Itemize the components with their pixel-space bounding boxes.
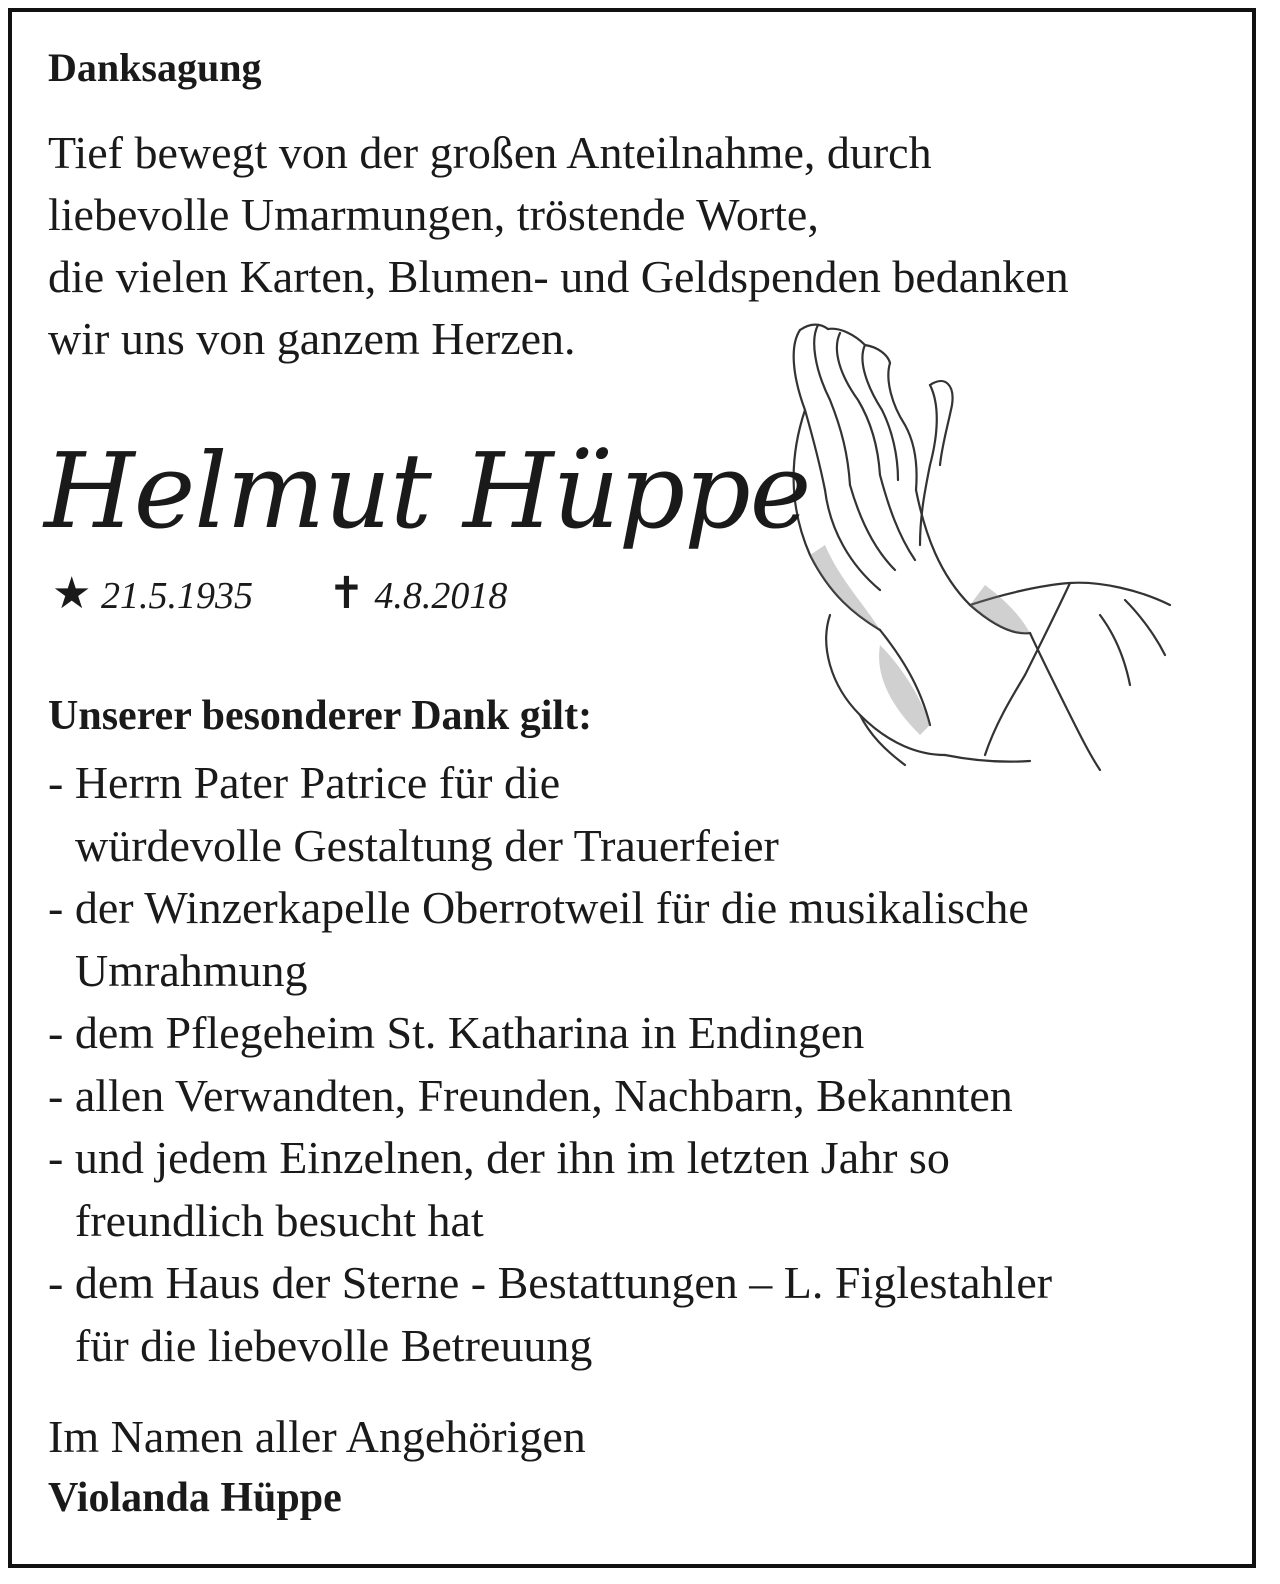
birth-star-icon: ★ [52, 569, 92, 618]
praying-hands-icon [770, 315, 1180, 785]
thanks-line: - der Winzerkapelle Oberrotweil für die musikalische [48, 882, 1029, 933]
intro-line: liebevolle Umarmungen, tröstende Worte, [48, 189, 819, 240]
life-dates [52, 568, 507, 619]
thanks-line: - dem Pflegeheim St. Katharina in Endingen [48, 1007, 865, 1058]
thanks-list [48, 752, 1052, 1377]
thanks-line: - und jedem Einzelnen, der ihn im letzten Jahr so [48, 1132, 950, 1183]
thanks-line: für die liebevolle Betreuung [75, 1319, 593, 1371]
death-cross-icon: ✝ [327, 569, 365, 618]
thanks-line: - dem Haus der Sterne - Bestattungen – L. Figlestahler [48, 1257, 1053, 1308]
thanks-line: freundlich besucht hat [75, 1194, 484, 1246]
thanks-line: - allen Verwandten, Freunden, Nachbarn, Bekannten [48, 1069, 1013, 1121]
thanks-line: - Herrn Pater Patrice für die [48, 757, 561, 808]
signer-name: Violanda Hüppe [48, 1475, 342, 1521]
intro-line: Tief bewegt von der großen Anteilnahme, durch [48, 127, 932, 178]
deceased-name: Helmut Hüppe [44, 430, 811, 552]
thanks-line: Umrahmung [75, 944, 308, 996]
thanks-heading: Unserer besonderer Dank gilt: [48, 693, 593, 739]
thanks-line: würdevolle Gestaltung der Trauerfeier [75, 819, 779, 871]
closing-text: Im Namen aller Angehörigen [48, 1411, 586, 1462]
death-date: 4.8.2018 [374, 575, 508, 617]
birth-date: 21.5.1935 [100, 575, 253, 617]
heading: Danksagung [48, 45, 262, 90]
intro-line: wir uns von ganzem Herzen. [48, 313, 576, 364]
intro-line: die vielen Karten, Blumen- und Geldspenden bedanken [48, 251, 1069, 302]
